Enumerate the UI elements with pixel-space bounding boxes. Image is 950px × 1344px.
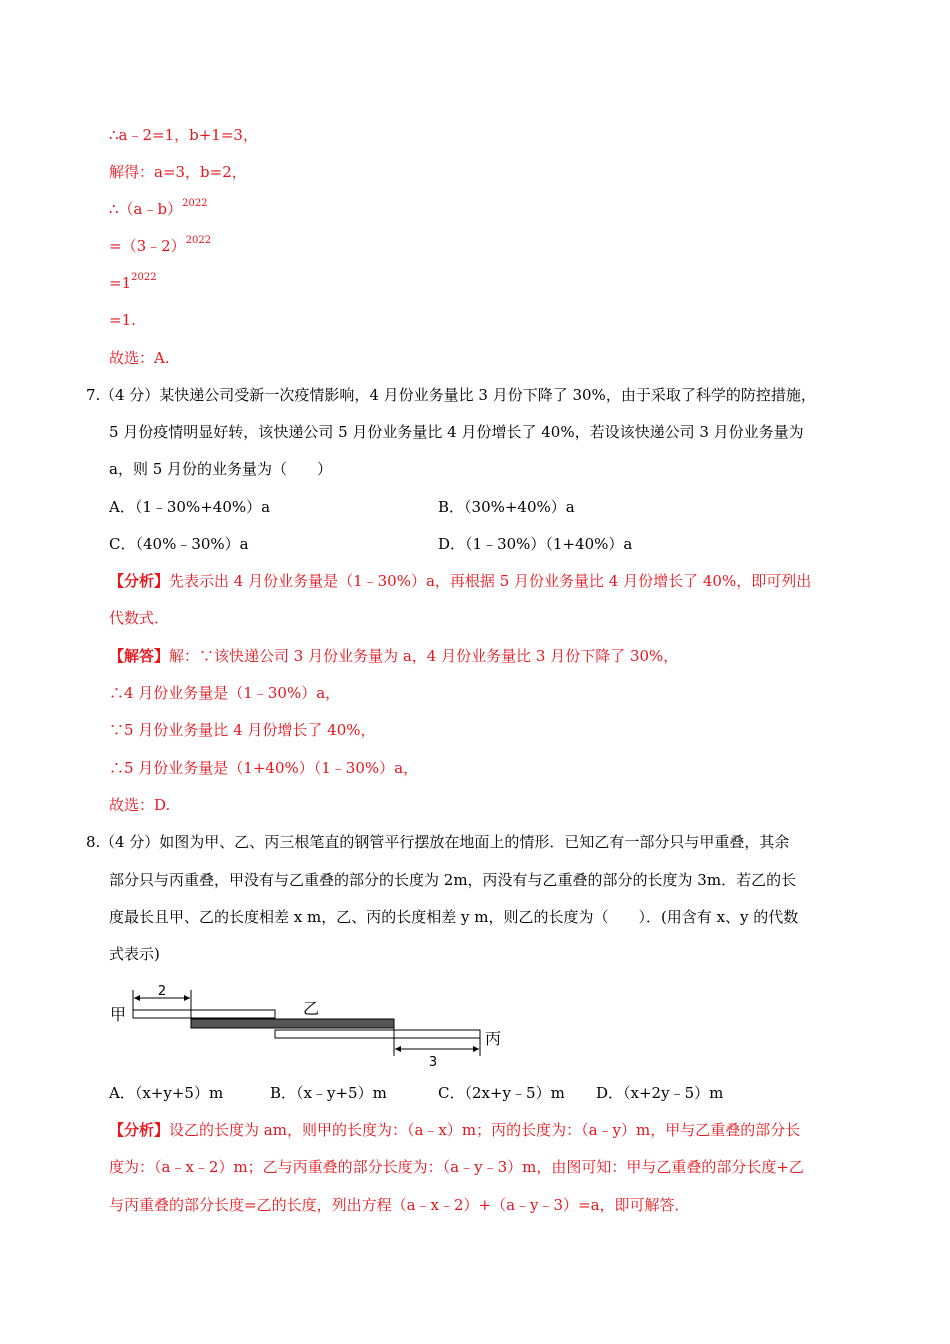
q8-stem-line-3: 度最长且甲、乙的长度相差 x m，乙、丙的长度相差 y m，则乙的长度为（ ）．(用含有 x、y 的代数: [109, 908, 799, 926]
dim-right-arrow-r: [473, 1046, 479, 1052]
label-yi: 乙: [303, 999, 320, 1018]
q7-option-d: D．（1﹣30%）（1+40%）a: [438, 535, 633, 553]
pipe-jia: [133, 1010, 275, 1018]
q7-answer-line-4: ∴5 月份业务量是（1+40%）（1﹣30%）a，: [109, 759, 419, 777]
q6-answer: 故选：A.: [109, 349, 170, 367]
label-bing: 丙: [485, 1029, 502, 1048]
q7-answer-line-2: ∴4 月份业务量是（1﹣30%）a，: [109, 684, 341, 702]
q6-step-2: 解得：a=3，b=2，: [109, 163, 247, 181]
q7-stem-line-3: a，则 5 月份的业务量为（ ）: [109, 460, 333, 478]
q8-stem-line-4: 式表示): [109, 945, 160, 963]
q7-answer-line-1: 【解答】解：∵该快递公司 3 月份业务量为 a，4 月份业务量比 3 月份下降了 30%，: [109, 647, 679, 665]
dim-right-label: 3: [428, 1055, 438, 1070]
q8-number: 8.: [86, 833, 101, 851]
q8-analysis-line-2: 度为：（a﹣x﹣2）m；乙与丙重叠的部分长度为：（a﹣y﹣3）m，由图可知：甲与乙重叠的部分长度+乙: [109, 1158, 804, 1176]
dim-left-label: 2: [157, 984, 167, 999]
q8-option-d: D．（x+2y﹣5）m: [596, 1084, 724, 1102]
q8-option-b: B．（x﹣y+5）m: [270, 1084, 387, 1102]
q7-answer-line-5: 故选：D.: [109, 796, 171, 814]
pipes-figure: [105, 982, 525, 1072]
q8-option-a: A．（x+y+5）m: [109, 1084, 224, 1102]
dim-right-arrow-l: [395, 1046, 401, 1052]
pipe-yi: [191, 1019, 394, 1028]
q7-analysis-line-2: 代数式．: [109, 609, 170, 627]
q8-option-c: C．（2x+y﹣5）m: [438, 1084, 565, 1102]
q7-stem-line-2: 5 月份疫情明显好转，该快递公司 5 月份业务量比 4 月份增长了 40%，若设该快递公司 3 月份业务量为: [109, 423, 804, 441]
label-jia: 甲: [110, 1005, 127, 1024]
q6-step-4: =（3﹣2）$^{2022}$: [109, 235, 212, 255]
q7-answer-line-3: ∵5 月份业务量比 4 月份增长了 40%，: [109, 721, 376, 739]
q6-step-1: ∴a﹣2=1，b+1=3，: [109, 126, 258, 144]
pipe-bing: [275, 1030, 480, 1038]
q7-analysis-line-1: 【分析】先表示出 4 月份业务量是（1﹣30%）a，再根据 5 月份业务量比 4 月份增长了 40%，即可列出: [109, 572, 812, 590]
q8-stem-line-1: （4 分）如图为甲、乙、丙三根笔直的钢管平行摆放在地面上的情形．已知乙有一部分只与甲重叠，其余: [100, 833, 790, 851]
q7-option-c: C．（40%﹣30%）a: [109, 535, 249, 553]
q7-stem-line-1: （4 分）某快递公司受新一次疫情影响，4 月份业务量比 3 月份下降了 30%，由于采取了科学的防控措施，: [100, 386, 816, 404]
q6-step-3: ∴（a﹣b）$^{2022}$: [109, 198, 208, 218]
dim-left-arrow-r: [184, 995, 190, 1001]
q6-step-5: $=1^{2022}$: [109, 272, 157, 292]
q7-number: 7.: [86, 386, 101, 404]
q6-step-6: =1.: [109, 311, 136, 329]
q8-analysis-line-3: 与丙重叠的部分长度=乙的长度，列出方程（a﹣x﹣2）+（a﹣y﹣3）=a，即可解答．: [109, 1196, 690, 1214]
q8-stem-line-2: 部分只与丙重叠，甲没有与乙重叠的部分的长度为 2m，丙没有与乙重叠的部分的长度为 3m．若乙的长: [109, 871, 797, 889]
dim-left-arrow-l: [134, 995, 140, 1001]
q7-option-b: B．（30%+40%）a: [438, 498, 575, 516]
q8-analysis-line-1: 【分析】设乙的长度为 am，则甲的长度为：（a﹣x）m；丙的长度为：（a﹣y）m，甲与乙重叠的部分长: [109, 1121, 801, 1139]
q7-option-a: A．（1﹣30%+40%）a: [109, 498, 271, 516]
